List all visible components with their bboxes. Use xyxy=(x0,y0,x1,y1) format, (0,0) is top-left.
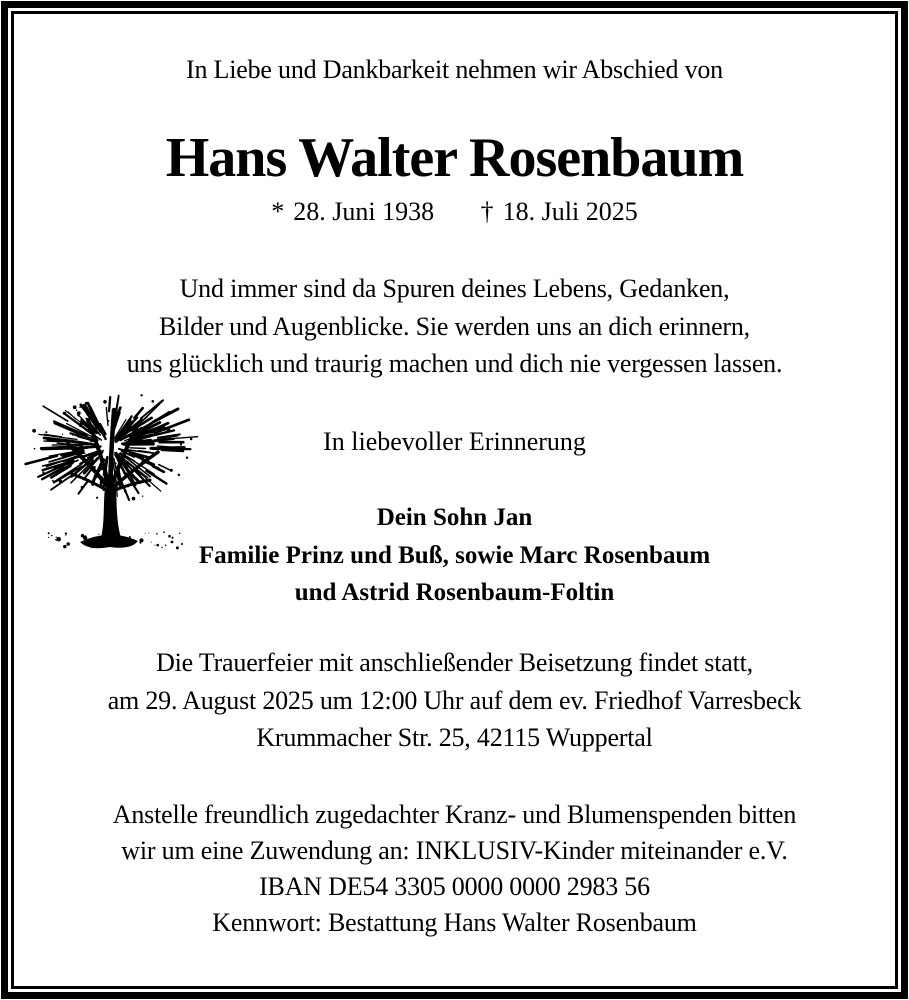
funeral-line: Krummacher Str. 25, 42115 Wuppertal xyxy=(256,723,653,752)
born-symbol: * xyxy=(271,197,285,226)
memorial-verse xyxy=(34,270,875,383)
mourner-line: Familie Prinz und Buß, sowie Marc Rosenbaum xyxy=(198,541,711,569)
remembrance-line: In liebevoller Erinnerung xyxy=(323,427,586,456)
mourners-list xyxy=(34,499,875,612)
verse-line: Bilder und Augenblicke. Sie werden uns an dich erinnern, xyxy=(159,311,750,341)
funeral-line: Die Trauerfeier mit anschließender Beisetzung findet statt, xyxy=(156,648,753,677)
verse-line: Und immer sind da Spuren deines Lebens, Gedanken, xyxy=(179,274,730,303)
mourner-line: und Astrid Rosenbaum-Foltin xyxy=(294,579,615,606)
donation-line: Anstelle freundlich zugedachter Kranz- und Blumenspenden bitten xyxy=(112,800,797,829)
funeral-line: am 29. August 2025 um 12:00 Uhr auf dem ev. Friedhof Varresbeck xyxy=(107,685,802,715)
verse-line: uns glücklich und traurig machen und dich nie vergessen lassen. xyxy=(126,349,783,378)
birth-date xyxy=(271,197,434,226)
deceased-name: Hans Walter Rosenbaum xyxy=(165,127,744,189)
funeral-details xyxy=(34,644,875,757)
life-dates xyxy=(34,197,875,227)
death-date xyxy=(481,197,638,226)
died-cross-symbol: † xyxy=(480,197,494,226)
donation-request xyxy=(34,797,875,941)
donation-line: IBAN DE54 3305 0000 0000 2983 56 xyxy=(259,872,650,901)
intro-line: In Liebe und Dankbarkeit nehmen wir Abschied von xyxy=(186,55,723,84)
mourner-line: Dein Sohn Jan xyxy=(376,504,533,531)
birth-date-text: 28. Juni 1938 xyxy=(293,197,435,226)
donation-line: Kennwort: Bestattung Hans Walter Rosenbaum xyxy=(212,908,697,937)
death-date-text: 18. Juli 2025 xyxy=(502,197,638,226)
donation-line: wir um eine Zuwendung an: INKLUSIV-Kinder miteinander e.V. xyxy=(121,836,788,865)
